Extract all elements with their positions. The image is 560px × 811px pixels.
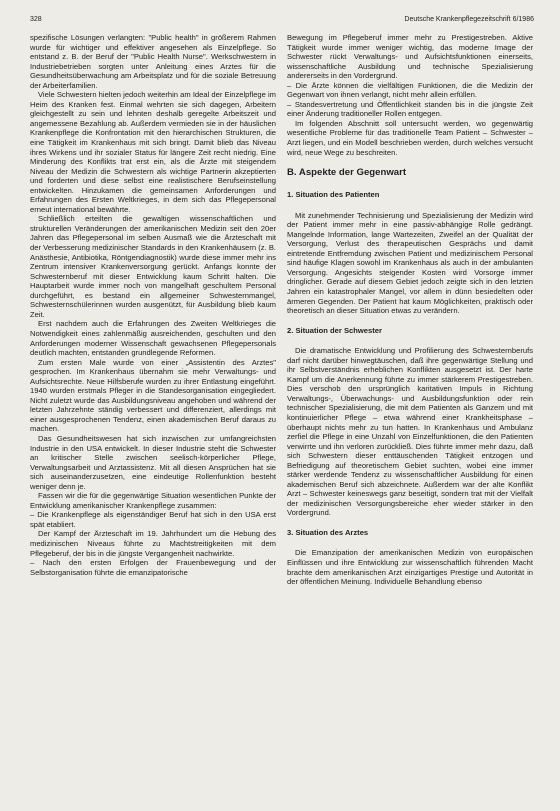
section-heading: B. Aspekte der Gegenwart	[287, 167, 407, 179]
page-header	[30, 16, 534, 26]
left-column	[30, 33, 276, 803]
subsection-heading: 2. Situation der Schwester	[287, 325, 382, 335]
paragraph: spezifische Lösungen verlangten: "Public health" in größerem Rahmen wurde für wichtiger und effektiver angesehen als Einzelpflege. So entstand z. B. der Beruf der "Public Health Nurse". Werkschwestern in Industriebetrieben sorgten unter Anleitung eines Arztes für die Gesundheitsüberwachung am Arbeitsplatz und für die soziale Betreuung der Arbeiterfamilien.	[30, 33, 276, 90]
paragraph: Schließlich erteilten die gewaltigen wissenschaftlichen und strukturellen Veränderungen der amerikanischen Medizin seit den 20er Jahren das Pflegepersonal im selben Ausmaß wie die Ärzteschaft mit der Verbesserung medizinischer Standards in den Krankenhäusern (z. B. Anästhesie, Antibiotika, Röntgendiagnostik) wurde diese immer mehr ins Zentrum intensiver Krankenversorgung gerückt. Anfangs konnte der Schwesternberuf mit dieser Entwicklung kaum Schritt halten. Die Hauptarbeit wurde immer noch von mangelhaft geschultem Personal durchgeführt, es bestand ein allgemeiner Schwesternmangel, Schwesternschülerinnen wurden ausgenützt, für Ausbildung blieb kaum Zeit.	[30, 214, 276, 319]
list-item: – Standesvertretung und Öffentlichkeit standen bis in die jüngste Zeit einer Änderung traditioneller Rollen entgegen.	[287, 99, 533, 119]
right-column	[287, 33, 533, 803]
list-item: – Die Krankenpflege als eigenständiger Beruf hat sich in den USA erst spät etabliert.	[30, 510, 276, 529]
list-item: – Die Ärzte können die vielfältigen Funktionen, die die Medizin der Gegenwart von ihnen verlangt, nicht mehr allein erfüllen.	[287, 80, 533, 100]
paragraph: Viele Schwestern hielten jedoch weiterhin am Ideal der Einzelpflege im Heim des Kranken fest. Einmal wehrten sie sich dagegen, Arbeitern gleichgestellt zu sein und lehnten deshalb geregelte Arbeitszeit und angemessene Bezahlung ab. Außerdem vermieden sie in der häuslichen Krankenpflege die Konfrontation mit den hierarchischen Strukturen, die eine Tätigkeit im Krankenhaus mit sich bringt. Damit blieb das Niveau ihres Wirkens und ihr sozialer Status für längere Zeit recht niedrig. Eine Minderung des Konflikts trat erst ein, als die Ärzte mit steigendem Niveau der Medizin die Schwestern als wichtige Partnerin akzeptierten und forderten und diese selbst eine realistischere Berufseinstellung entwickelten. Hinzukamen die gemeinsamen Anforderungen und Erfahrungen des Ersten Weltkrieges, in dem sich das Pflegepersonal erneut international bewährte.	[30, 90, 276, 214]
paragraph: Zum ersten Male wurde von einer „Assistentin des Arztes" gesprochen. Im Krankenhaus übernahm sie mehr Verwaltungs- und Aufsichtsrechte. Neue Hilfsberufe wurden zu ihrer Entlastung eingeführt. 1940 wurden erstmals Pfleger in die Standesorganisation eingegliedert. Nicht zuletzt wurde das Ausbildungsniveau angehoben und während der letzten Jahrzehnte ständig verbessert und differenziert, allerdings mit einer ausgesprochenen Tendenz, einen akademischen Beruf daraus zu machen.	[30, 357, 276, 434]
list-item: – Nach den ersten Erfolgen der Frauenbewegung und der Selbstorganisation führte die emanzipatorische	[30, 558, 276, 577]
paragraph: Bewegung im Pflegeberuf immer mehr zu Prestigestreben. Aktive Tätigkeit wurde immer weniger wichtig, das moderne Image der Schwester rückt Verwaltungs- und Aufsichtsfunktionen einerseits, wissenschaftliche Ausbildung und technische Spezialisierung andererseits in den Vordergrund.	[287, 33, 533, 81]
paragraph: Im folgenden Abschnitt soll untersucht werden, wo gegenwärtig wesentliche Probleme für das traditionelle Team Patient – Schwester – Arzt liegen, und ein Modell beschrieben werden, durch welches versucht wird, neue Wege zu beschreiten.	[287, 118, 533, 157]
paragraph: Erst nachdem auch die Erfahrungen des Zweiten Weltkrieges die Notwendigkeit eines zahlenmäßig ausreichenden, geschulten und den Anforderungen moderner Wissenschaft gewachsenen Pflegepersonals deutlich machten, entstanden grundlegende Reformen.	[30, 319, 276, 358]
page-number: 328	[30, 16, 42, 23]
paragraph: Fassen wir die für die gegenwärtige Situation wesentlichen Punkte der Entwicklung amerikanischer Krankenpflege zusammen:	[30, 491, 276, 510]
paragraph: Die dramatische Entwicklung und Profilierung des Schwesternberufs darf nicht darüber hinwegtäuschen, daß ihre gegenwärtige Stellung und ihr Selbstverständnis erheblichen Konflikten ausgesetzt ist. Der harte Kampf um die Anerkennung führte zu immer stärkerem Prestigestreben. Dies verschob den ursprünglich karitativen Impuls in Richtung Verwaltungs-, Überwachungs- und Ausbildungsfunktion oder rein technischer Spezialisierung, die mit dem Patienten als Ganzem und mit kontinuierlicher Pflege – etwa während einer Krankheitsphase – überhaupt nichts mehr zu tun hatten. In Krankenhaus und Ambulanz zerfiel die Pflege in eine Unzahl von Einzelfunktionen, die den Patienten verwirrte und ihn verloren zurückließ. Dies führte immer mehr dazu, daß sich Schwestern dieser enttäuschenden Tätigkeit entzogen und Befriedigung auf theoretischem Gebiet suchten, wobei eine immer stärker werdende Tendenz zu wissenschaftlicher Ausbildung für einen akademischen Beruf sich abzeichnete. Außerdem war der alte Konflikt Arzt – Schwester keineswegs ganz beseitigt, sondern trat mit der Vielfalt der medizinischen Versorgungsbereiche eher wieder stärker in den Vordergrund.	[287, 346, 533, 518]
paragraph: Der Kampf der Ärzteschaft im 19. Jahrhundert um die Hebung des medizinischen Niveaus führte zu Machtstreitigkeiten mit dem Pflegeberuf, der bis in die jüngste Vergangenheit nachwirkte.	[30, 529, 276, 558]
subsection-heading: 1. Situation des Patienten	[287, 190, 380, 200]
paragraph: Das Gesundheitswesen hat sich inzwischen zur umfangreichsten Industrie in den USA entwickelt. In dieser Industrie steht die Schwester an kritischer Stelle zwischen seelisch-körperlicher Pflege, Verwaltungsarbeit und Arztassistenz. Mit all diesen Ansprüchen hat sie sich auseinanderzusetzen, eine eindeutige Rollenfunktion besteht weniger denn je.	[30, 433, 276, 491]
subsection-heading: 3. Situation des Arztes	[287, 527, 369, 537]
paragraph: Die Emanzipation der amerikanischen Medizin von europäischen Einflüssen und ihre Entwicklung zur wissenschaftlich führenden Macht brachte dem amerikanischen Arzt einzigartiges Prestige und Autorität in der öffentlichen Meinung. Individuelle Behandlung ebenso	[287, 548, 533, 587]
paragraph: Mit zunehmender Technisierung und Spezialisierung der Medizin wird der Patient immer mehr in eine passiv-abhängige Rolle gedrängt. Mangelnde Information, lange Wartezeiten, Zweifel an der Qualität der Versorgung, Verlust des therapeutischen Gesprächs und damit eintretende Entfremdung zwischen Patient und medizinischem Personal sind häufige Klagen sowohl im Krankenhaus als auch in der ambulanten Versorgung. Angesichts steigender Kosten wird Vorsorge immer dringlicher. Gerade auf diesem Gebiet jedoch zeigte sich in den letzten Jahren ein katastrophaler Mangel, vor allem in dünn besiedelten oder ärmeren Gegenden. Der Patient hat kaum Möglichkeiten, praktisch oder theoretisch an dieser Situation etwas zu verändern.	[287, 210, 533, 316]
journal-title: Deutsche Krankenpflegezeitschrift 6/1986	[404, 16, 534, 23]
